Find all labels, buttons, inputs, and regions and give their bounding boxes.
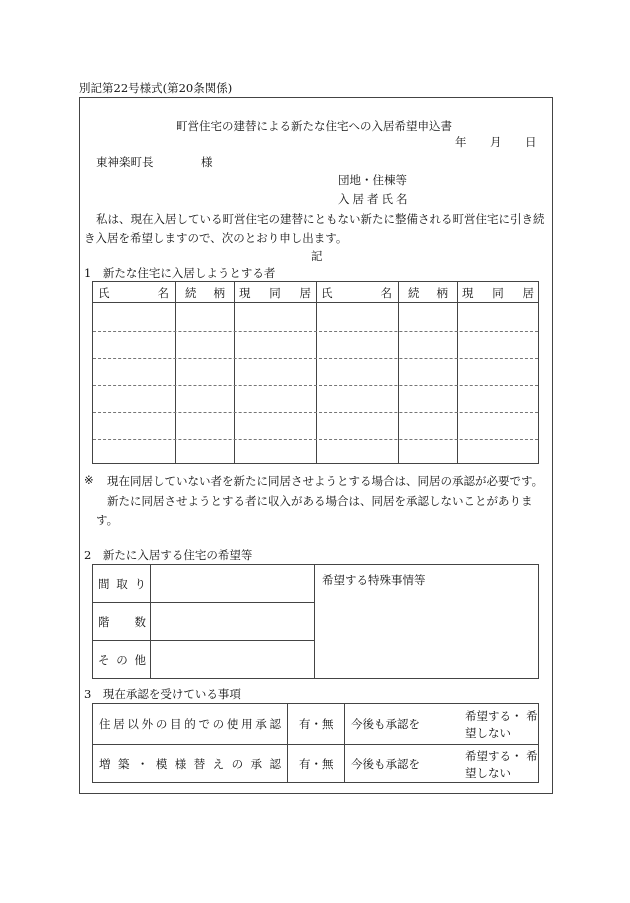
approval-item-2: 増築・模様替えの承認 [99,757,281,771]
housing-wish-table [92,564,539,679]
approval-table [92,703,539,783]
approval-future-1: 今後も承認を [351,717,420,731]
form-number: 別記第22号様式(第20条関係) [79,81,233,95]
approval-choice-2b: 望しない [465,766,511,780]
note-line-2: 新たに同居させようとする者に収入がある場合は、同居を承認しないことがありま [107,494,533,508]
note-line-1: 現在同居していない者を新たに同居させようとする場合は、同居の承認が必要です。 [107,474,544,488]
intro-line-2: き入居を希望しますので、次のとおり申し出ます。 [84,231,348,245]
header-relation-2: 続柄 [408,286,448,300]
header-name-2: 氏名 [321,286,392,300]
date-month-label: 月 [490,135,502,149]
header-cohabiting: 現同居 [239,286,311,300]
special-circumstances-label: 希望する特殊事情等 [322,573,426,587]
complex-label: 団地・住棟等 [338,173,407,187]
ki-label: 記 [311,249,323,263]
row-other-label: その他 [98,653,146,667]
header-relation: 続柄 [185,286,225,300]
approval-choice-1a: 希望する・ 希 [465,709,538,723]
header-name: 氏名 [98,286,169,300]
header-cohabiting-2: 現同居 [462,286,534,300]
date-year-label: 年 [455,135,467,149]
intro-line-1: 私は、現在入居している町営住宅の建替にともない新たに整備される町営住宅に引き続 [96,212,545,226]
household-table [92,281,539,464]
row-layout-label: 間取り [98,577,146,591]
row-floor-label: 階数 [98,615,146,629]
approval-status-1: 有・無 [299,717,334,731]
page-title: 町営住宅の建替による新たな住宅への入居希望申込書 [176,119,452,133]
section2-title: 2 新たに入居する住宅の希望等 [84,548,253,562]
section1-title: 1 新たな住宅に入居しようとする者 [84,266,276,280]
addressee-honorific: 様 [201,155,213,169]
approval-choice-2a: 希望する・ 希 [465,749,538,763]
approval-choice-1b: 望しない [465,726,511,740]
note-mark: ※ [84,473,94,487]
applicant-name-label: 入居者氏名 [338,192,411,206]
note-line-3: す。 [96,513,119,527]
approval-item-1: 住居以外の目的での使用承認 [99,717,281,731]
addressee-name: 東神楽町長 [96,155,154,169]
section3-title: 3 現在承認を受けている事項 [84,687,241,701]
approval-status-2: 有・無 [299,757,334,771]
approval-future-2: 今後も承認を [351,757,420,771]
date-day-label: 日 [525,135,537,149]
